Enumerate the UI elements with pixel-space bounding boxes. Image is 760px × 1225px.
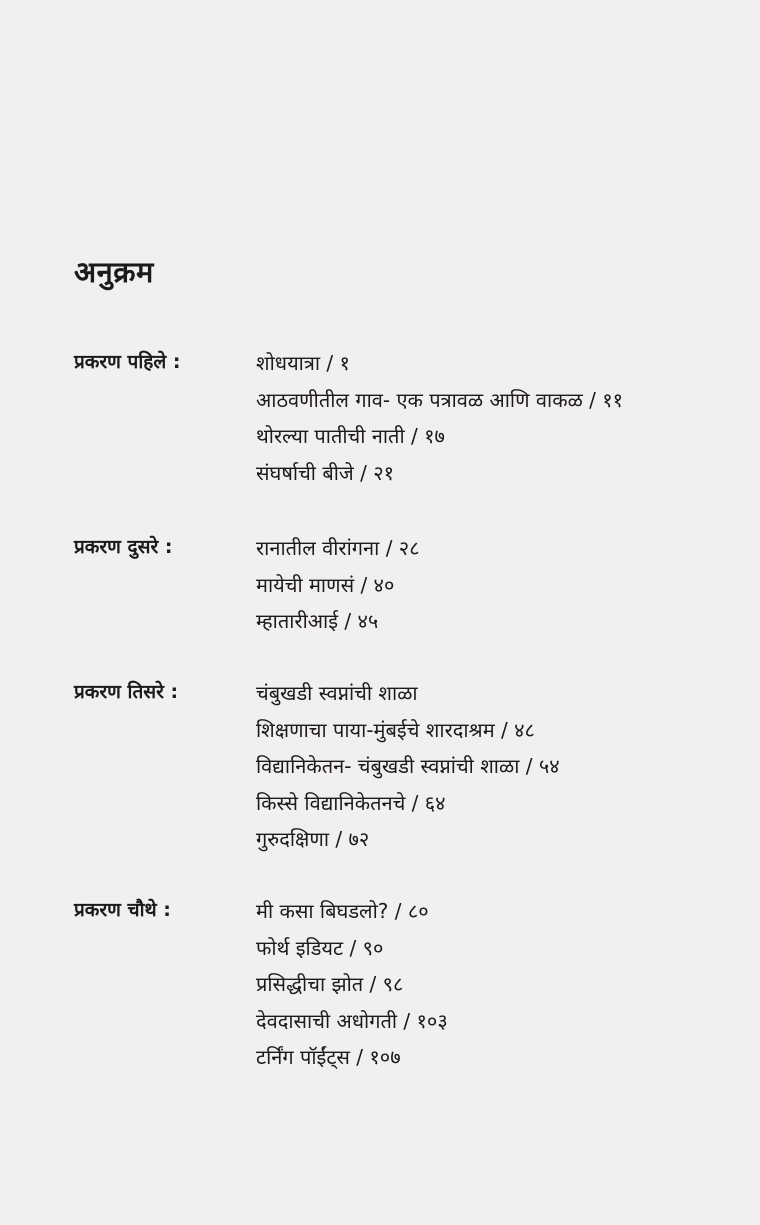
chapter-label: प्रकरण दुसरे : <box>74 536 173 558</box>
chapter-label: प्रकरण तिसरे : <box>74 681 179 703</box>
toc-entry: थोरल्या पातीची नाती / १७ <box>256 424 445 448</box>
toc-entry: रानातील वीरांगना / २८ <box>256 536 420 560</box>
toc-entry: चंबुखडी स्वप्नांची शाळा <box>256 681 418 705</box>
toc-entry: फोर्थ इडियट / ९० <box>256 935 384 960</box>
toc-entry: संघर्षाची बीजे / २१ <box>256 460 395 485</box>
toc-entry: म्हातारीआई / ४५ <box>256 609 379 633</box>
toc-entry: शोधयात्रा / १ <box>256 351 350 375</box>
chapter-entries <box>256 675 560 858</box>
toc-entry: मायेची माणसं / ४० <box>256 572 395 597</box>
page-title: अनुक्रम <box>74 255 154 289</box>
toc-entry: शिक्षणाचा पाया-मुंबईचे शारदाश्रम / ४८ <box>256 717 535 742</box>
toc-entry: देवदासाची अधोगती / १०३ <box>256 1008 448 1033</box>
chapter-entries <box>256 530 420 640</box>
toc-entry: मी कसा बिघडलो? / ८० <box>256 899 429 923</box>
chapter-entries <box>256 893 448 1076</box>
toc-entry: किस्से विद्यानिकेतनचे / ६४ <box>256 790 446 815</box>
toc-entry: प्रसिद्धीचा झोत / ९८ <box>256 972 404 996</box>
chapter-entries <box>256 345 623 491</box>
chapter-label: प्रकरण चौथे : <box>74 899 171 921</box>
toc-entry: आठवणीतील गाव- एक पत्रावळ आणि वाकळ / ११ <box>256 387 624 412</box>
chapter-label: प्रकरण पहिले : <box>74 351 181 373</box>
toc-entry: विद्यानिकेतन- चंबुखडी स्वप्नांची शाळा / ५४ <box>256 754 560 778</box>
toc-entry: टर्निंग पॉईंट्स / १०७ <box>256 1045 401 1069</box>
toc-entry: गुरुदक्षिणा / ७२ <box>256 827 370 851</box>
